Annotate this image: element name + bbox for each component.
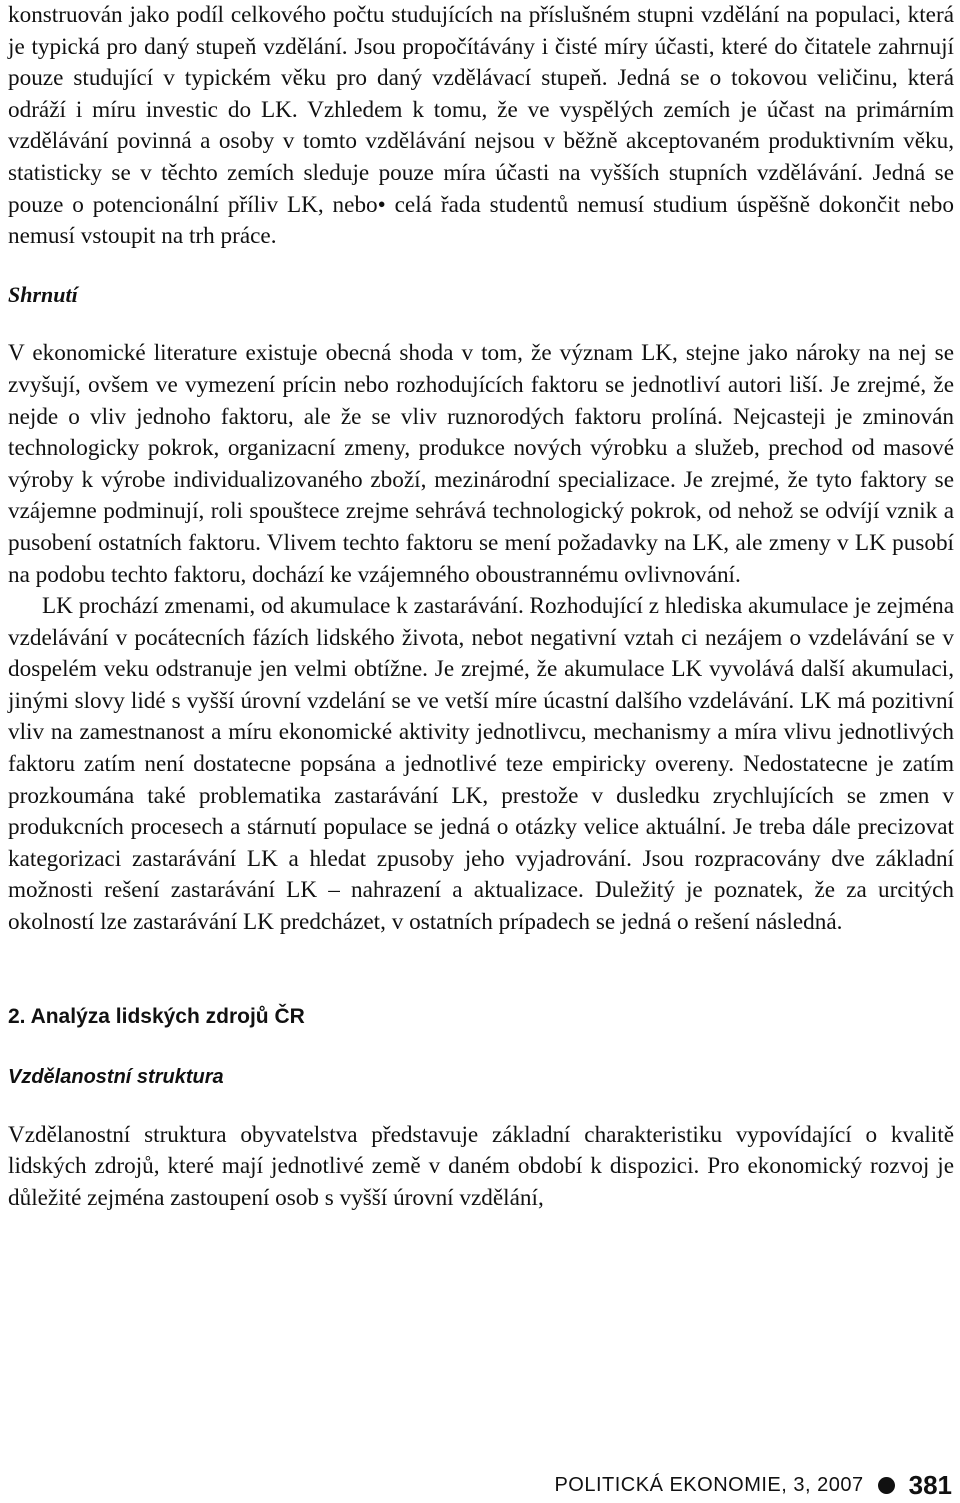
document-page [8,0,954,1215]
journal-citation: POLITICKÁ EKONOMIE, 3, 2007 [554,1474,864,1496]
subsection-heading: Vzdělanostní struktura [8,1066,224,1089]
summary-heading: Shrnutí [8,281,78,307]
page-number: 381 [908,1470,952,1500]
page-footer [554,1470,952,1501]
bullet-dot-icon [878,1477,895,1494]
summary-paragraph-2: LK prochází zmenami, od akumulace k zastarávání. Rozhodující z hlediska akumulace je zejména vzdelávání v pocátecních fázích lidského života, nebot negativní vztah ci nezájem o vzdelávání se v dospelém veku odstranuje jen velmi obtížne. Je zrejmé, že akumulace LK vyvolává další akumulaci, jinými slovy lidé s vyšší úrovní vzdelání se ve vetší míre úcastní dalšího vzdelávání. LK má pozitivní vliv na zamestnanost a míru ekonomické aktivity jednotlivcu, mechanismy a míra vlivu jednotlivých faktoru zatím není dostatecne popsána a jednotlivé teze empiricky overeny. Nedostatecne je zatím prozkoumána také problematika zastarávání LK, prestože v dusledku zrychlujících se zmen v produkcních procesech a stárnutí populace se jedná o otázky velice aktuální. Je treba dále precizovat kategorizaci zastarávání LK a hledat zpusoby jeho vyjadrování. Jsou rozpracovány dve základní možnosti rešení zastarávání LK – nahrazení a aktualizace. Duležitý je poznatek, že za urcitých okolností lze zastarávání LK predcházet, v ostatních prípadech se jedná o rešení následná. [8,593,954,936]
summary-paragraph-1: V ekonomické literature existuje obecná shoda v tom, že význam LK, stejne jako nároky na nej se zvyšují, ovšem ve vymezení prícin nebo rozhodujících faktoru se jednotliví autori liší. Je zrejmé, že nejde o vliv jednoho faktoru, ale že se vliv ruznorodých faktoru prolíná. Nejcasteji je zminován technologicky pokrok, organizacní zmeny, produkce nových výrobku a služeb, prechod od masové výroby k výrobe individualizovaného zboží, mezinárodní specializace. Je zrejmé, že tyto faktory se vzájemne podminují, roli spouštece zrejme sehrává technologický pokrok, od nehož se odvíjí vznik a pusobení ostatních faktoru. Vlivem techto faktoru se mení požadavky na LK, ale zmeny v LK pusobí na podobu techto faktoru, dochází ke vzájemného oboustrannému ovlivnování. [8,340,954,588]
structure-paragraph: Vzdělanostní struktura obyvatelstva představuje základní charakteristiku vypovídající o kvalitě lidských zdrojů, které mají jednotlivé země v daném období k dispozici. Pro ekonomický rozvoj je důležité zejména zastoupení osob s vyšší úrovní vzdělání, [8,1121,954,1211]
section-heading: 2. Analýza lidských zdrojů ČR [8,1004,305,1028]
intro-paragraph: konstruován jako podíl celkového počtu studujících na příslušném stupni vzdělání na populaci, která je typická pro daný stupeň vzdělání. Jsou propočítávány i čisté míry účasti, které do čitatele zahrnují pouze studující v typickém věku pro daný vzdělávací stupeň. Jedná se o tokovou veličinu, která odráží i míru investic do LK. Vzhledem k tomu, že ve vyspělých zemích je účast na primárním vzdělávání povinná a osoby v tomto vzdělávání nejsou v běžně akceptovaném produktivním věku, statisticky se v těchto zemích sleduje pouze míra účasti na vyšších stupních vzdělávání. Jedná se pouze o potencionální příliv LK, nebo• celá řada studentů nemusí studium úspěšně dokončit nebo nemusí vstoupit na trh práce. [8,2,954,250]
